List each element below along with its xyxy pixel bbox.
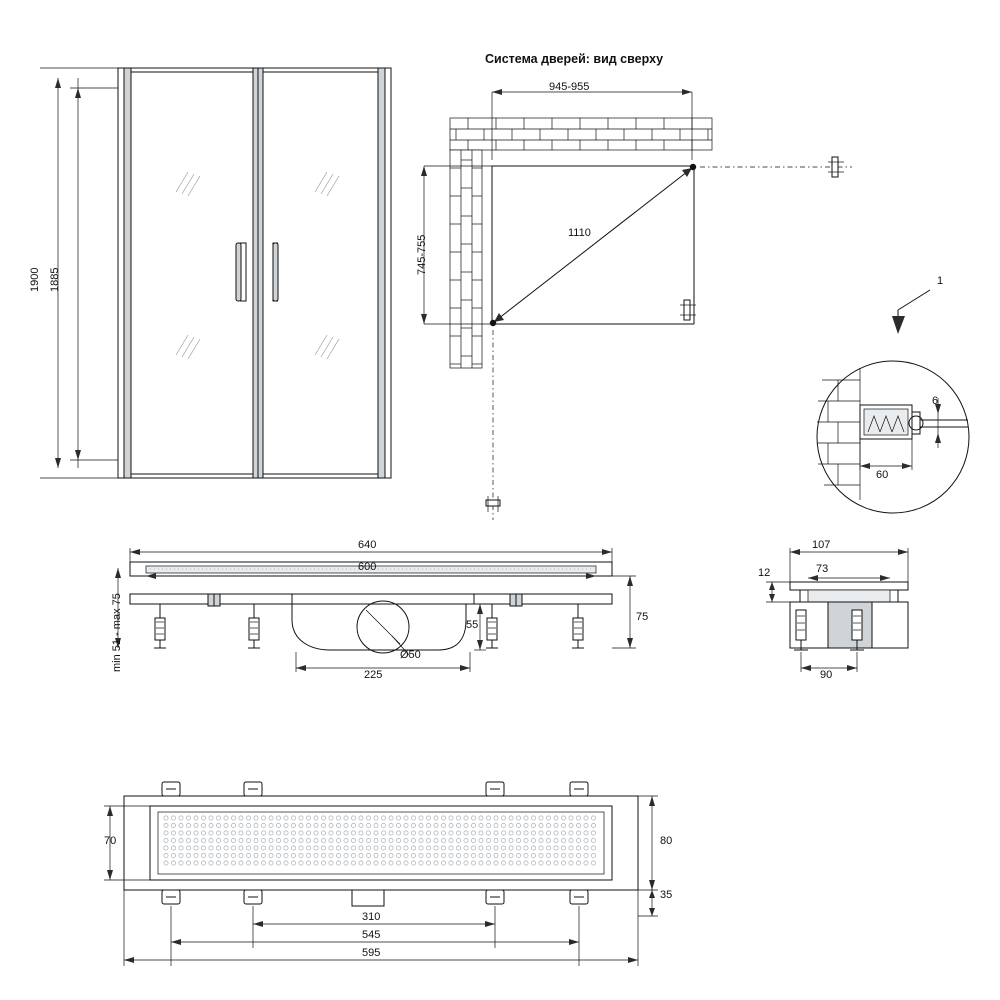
drain-side-width90-label: 90 [820, 669, 833, 681]
detail-profile-width-label: 60 [876, 469, 889, 481]
drain-outer-width-label: 640 [358, 539, 377, 551]
plan-dim545-label: 545 [362, 929, 381, 941]
top-view-title: Система дверей: вид сверху [485, 52, 664, 66]
door-glass-height-label: 1885 [49, 267, 61, 292]
plan-height70-label: 70 [104, 835, 117, 847]
door-total-height-label: 1900 [29, 267, 41, 292]
plan-height80-label: 80 [660, 835, 673, 847]
drain-leg-range-label: min 51 - max 75 [111, 593, 123, 672]
top-view-depth-label: 745-755 [416, 234, 428, 275]
drain-body-height-label: 75 [636, 611, 649, 623]
drain-side-width73-label: 73 [816, 563, 829, 575]
drain-outlet-offset-label: 225 [364, 669, 383, 681]
detail-number-label: 1 [937, 275, 944, 287]
drain-side-height12-label: 12 [758, 567, 771, 579]
drain-inner-width-label: 600 [358, 561, 377, 573]
plan-dim595-label: 595 [362, 947, 381, 959]
drain-outlet-diameter-label: Ø50 [400, 649, 421, 661]
drain-outlet-height-label: 55 [466, 619, 479, 631]
plan-dim310-label: 310 [362, 911, 381, 923]
top-view-diagonal-label: 1110 [568, 227, 591, 239]
top-view-width-label: 945-955 [549, 81, 590, 93]
drain-side-width107-label: 107 [812, 539, 831, 551]
detail-thickness-label: 6 [932, 395, 939, 407]
plan-height35-label: 35 [660, 889, 673, 901]
